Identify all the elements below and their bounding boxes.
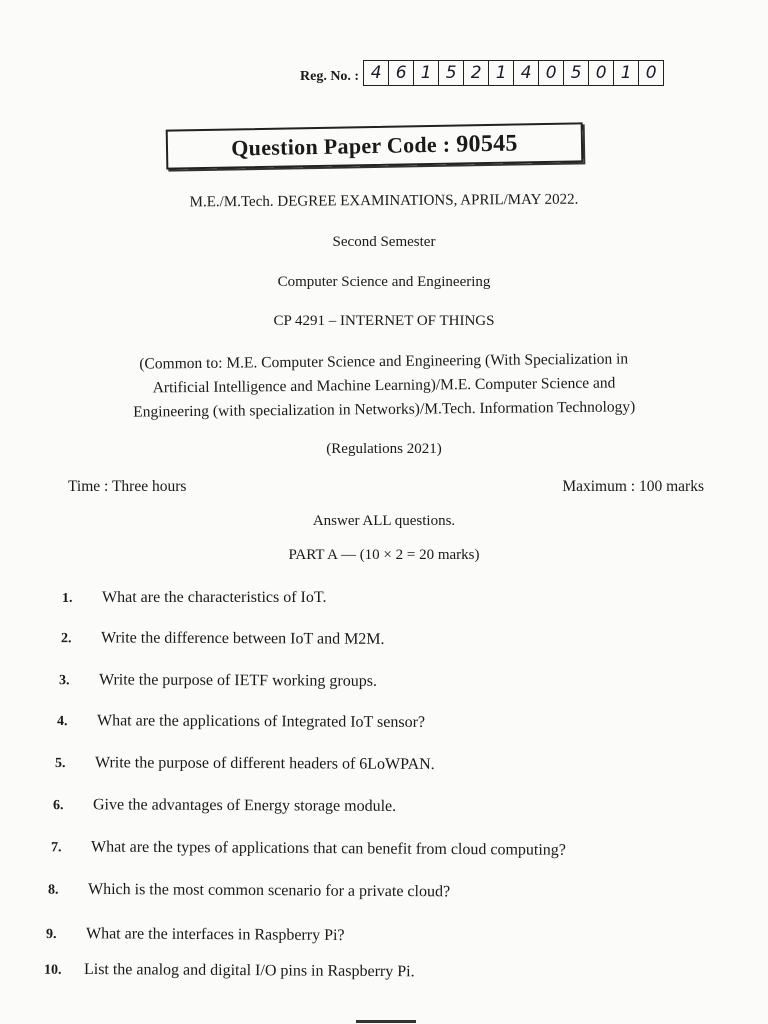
- exam-title: M.E./M.Tech. DEGREE EXAMINATIONS, APRIL/MAY 2022.: [189, 191, 579, 211]
- question-item: [48, 881, 450, 902]
- reg-digit: 0: [589, 61, 614, 85]
- question-number: 1.: [62, 591, 73, 606]
- question-text: Write the purpose of IETF working groups.: [98, 671, 378, 690]
- question-text: Write the difference between IoT and M2M.: [100, 629, 385, 648]
- registration-number: [300, 60, 664, 86]
- question-number: 2.: [60, 631, 72, 647]
- time-allowed: Time : Three hours: [68, 478, 187, 495]
- question-number: 4.: [56, 714, 68, 730]
- question-text: Give the advantages of Energy storage module.: [92, 796, 397, 815]
- reg-digit: 4: [514, 61, 539, 85]
- page-bottom-rule: [356, 1020, 416, 1023]
- reg-digit: 1: [614, 61, 639, 85]
- question-item: [44, 961, 415, 982]
- department: Computer Science and Engineering: [277, 274, 491, 290]
- question-number: 5.: [54, 756, 66, 772]
- instruction: Answer ALL questions.: [312, 513, 456, 529]
- question-text: What are the types of applications that can benefit from cloud computing?: [90, 838, 567, 859]
- question-paper-code-box: [166, 122, 584, 169]
- question-text: What are the characteristics of IoT.: [102, 589, 327, 606]
- question-number: 10.: [43, 962, 62, 978]
- reg-digit: 5: [439, 61, 464, 85]
- question-number: 3.: [58, 673, 70, 689]
- reg-digit: 0: [539, 61, 564, 85]
- semester: Second Semester: [332, 234, 436, 250]
- question-item: [46, 925, 345, 945]
- reg-digit: 6: [389, 61, 414, 85]
- reg-digit: 1: [414, 61, 439, 85]
- common-line: (Common to: M.E. Computer Science and Engineering (With Specialization in: [139, 350, 629, 373]
- question-number: 9.: [45, 926, 57, 943]
- maximum-marks: Maximum : 100 marks: [562, 478, 704, 495]
- qpc-label: Question Paper Code :: [231, 131, 451, 161]
- qpc-code: 90545: [455, 130, 518, 158]
- course-title: CP 4291 – INTERNET OF THINGS: [273, 313, 495, 329]
- question-item: [51, 838, 566, 860]
- question-text: List the analog and digital I/O pins in Raspberry Pi.: [83, 960, 415, 981]
- question-text: What are the interfaces in Raspberry Pi?: [85, 925, 345, 945]
- common-line: Engineering (with specialization in Networks)/M.Tech. Information Technology): [133, 398, 636, 421]
- question-item: [53, 796, 396, 816]
- reg-digit: 0: [645, 63, 657, 83]
- question-item: [55, 754, 435, 774]
- question-item: [59, 671, 377, 691]
- question-item: [61, 629, 385, 649]
- question-number: 6.: [52, 798, 64, 814]
- question-text: Write the purpose of different headers of 6LoWPAN.: [94, 754, 435, 773]
- reg-digit: 4: [364, 61, 389, 85]
- question-text: Which is the most common scenario for a private cloud?: [87, 880, 451, 901]
- common-to-note: [84, 347, 685, 425]
- reg-label: Reg. No. :: [300, 69, 360, 84]
- reg-digit: 1: [489, 61, 514, 85]
- question-item: [57, 712, 425, 732]
- time-marks-row: [68, 478, 704, 496]
- regulations: (Regulations 2021): [326, 441, 442, 457]
- reg-digit: 2: [464, 61, 489, 85]
- part-heading: PART A — (10 × 2 = 20 marks): [288, 547, 480, 563]
- question-number: 7.: [50, 840, 62, 856]
- question-item: [62, 589, 326, 607]
- reg-number-boxes: [363, 60, 664, 86]
- reg-digit: 5: [564, 61, 589, 85]
- question-text: What are the applications of Integrated IoT sensor?: [96, 712, 426, 731]
- common-line: Artificial Intelligence and Machine Learning)/M.E. Computer Science and: [152, 374, 616, 397]
- question-number: 8.: [47, 882, 59, 898]
